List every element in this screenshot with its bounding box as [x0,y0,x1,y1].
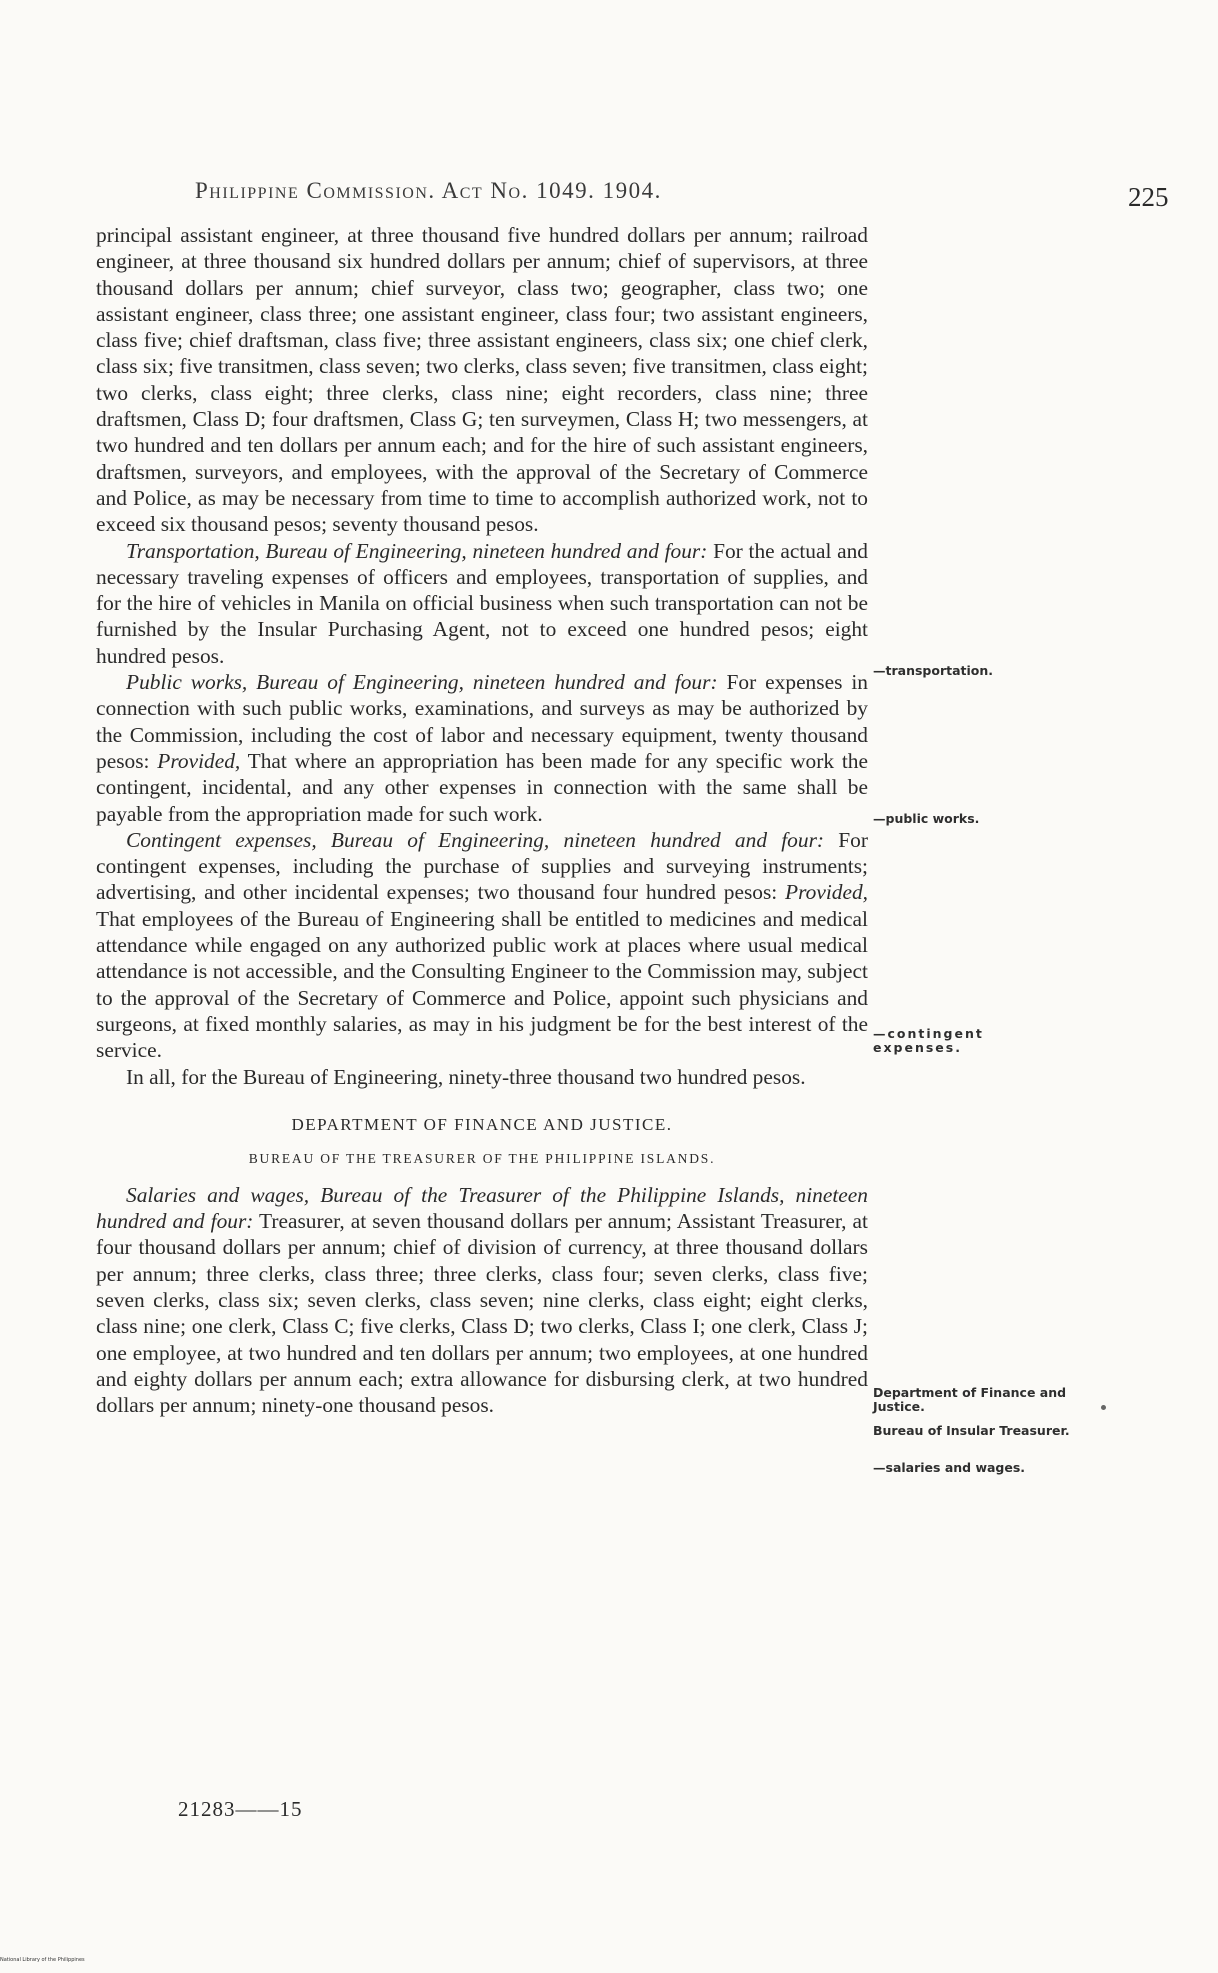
running-head: Philippine Commission. Act No. 1049. 1904. [195,178,662,203]
margin-note-contingent: —contingent expenses. [873,1026,984,1055]
item-heading: Transportation, Bureau of Engineering, nineteen hundred and four: [126,538,708,563]
library-footer: National Library of the Philippines [0,1957,85,1963]
margin-note-bureau: Bureau of Insular Treasurer. [873,1423,1070,1438]
body-text [96,222,868,1418]
provided-word: Provided, [157,748,241,773]
paragraph-engineering-salaries: principal assistant engineer, at three thousand five hundred dollars per annum; railroad engineer, at three thousand six hundred dollars per annum; chief of supervisors, at three thousand dollars per annum; chief surveyor, class two; geographer, class two; one assistant engineer, class three; one assistant engineer, class four; two assistant engineers, class five; chief draftsman, class five; three assistant engineers, class six; one chief clerk, class six; five transitmen, class seven; two clerks, class seven; five transitmen, class eight; two clerks, class eight; three clerks, class nine; eight recorders, class nine; three draftsmen, Class D; four draftsmen, Class G; ten surveymen, Class H; two messengers, at two hundred and ten dollars per annum each; and for the hire of such assistant engineers, draftsmen, surveyors, and employees, with the approval of the Secretary of Commerce and Police, as may be necessary from time to time to accomplish authorized work, not to exceed six thousand pesos; seventy thousand pesos. [96,223,868,537]
item-text: For contingent expenses, including the purchase of supplies and surveying instruments; advertising, and other incidental expenses; two thousand four hundred pesos: [96,827,868,905]
item-text: For expenses in connection with such public works, examinations, and surveys as may be authorized by the Commission, including the cost of labor and necessary equipment, twenty thousand pesos: [96,670,868,773]
paragraph-total: In all, for the Bureau of Engineering, ninety-three thousand two hundred pesos. [126,1064,806,1089]
scan-speck [1101,1405,1106,1410]
margin-note-transportation: —transportation. [873,663,994,678]
item-heading: Salaries and wages, Bureau of the Treasurer of the Philippine Islands, nineteen hundred and four: [96,1182,868,1234]
item-text: Treasurer, at seven thousand dollars per annum; Assistant Treasurer, at four thousand dollars per annum; chief of division of currency, at three thousand dollars per annum; three clerks, class three; three clerks, class four; seven clerks, class five; seven clerks, class six; seven clerks, class seven; nine clerks, class eight; eight clerks, class nine; one clerk, Class C; five clerks, Class D; two clerks, Class I; one clerk, Class J; one employee, at two hundred and ten dollars per annum; two employees, at one hundred and eighty dollars per annum each; extra allowance for disbursing clerk, at two hundred dollars per annum; ninety-one thousand pesos. [96,1209,868,1418]
item-text: For the actual and necessary traveling expenses of officers and employees, transportation of supplies, and for the hire of vehicles in Manila on official business when such transportation can not be furnished by the Insular Purchasing Agent, not to exceed one hundred pesos; eight hundred pesos. [96,538,868,668]
paragraph-transportation [96,538,868,669]
margin-note-public-works: —public works. [873,811,980,826]
page-number: 225 [1128,182,1169,212]
item-text: That where an appropriation has been made for any specific work the contingent, incidental, and any other expenses in connection with the same shall be payable from the appropriation made for such work. [96,748,868,826]
paragraph-treasurer-salaries [96,1182,868,1419]
department-heading: DEPARTMENT OF FINANCE AND JUSTICE. [291,1114,673,1134]
paragraph-contingent-expenses [96,827,868,1064]
item-heading: Contingent expenses, Bureau of Engineering, nineteen hundred and four: [126,827,825,852]
signature-mark: 21283——15 [178,1797,303,1821]
provided-word: Provided, [785,880,868,905]
paragraph-public-works [96,669,868,827]
item-text: That employees of the Bureau of Engineering shall be entitled to medicines and medical attendance while engaged on any authorized public work at places where usual medical attendance is not accessible, and the Consulting Engineer to the Commission may, subject to the approval of the Secretary of Commerce and Police, appoint such physicians and surgeons, at fixed monthly salaries, as may in his judgment be for the best interest of the service. [96,906,868,1063]
item-heading: Public works, Bureau of Engineering, nineteen hundred and four: [126,670,718,695]
margin-note-salaries: —salaries and wages. [873,1460,1026,1475]
margin-note-department: Department of Finance and Justice. [873,1385,1067,1414]
bureau-heading: BUREAU OF THE TREASURER OF THE PHILIPPINE ISLANDS. [248,1150,716,1166]
